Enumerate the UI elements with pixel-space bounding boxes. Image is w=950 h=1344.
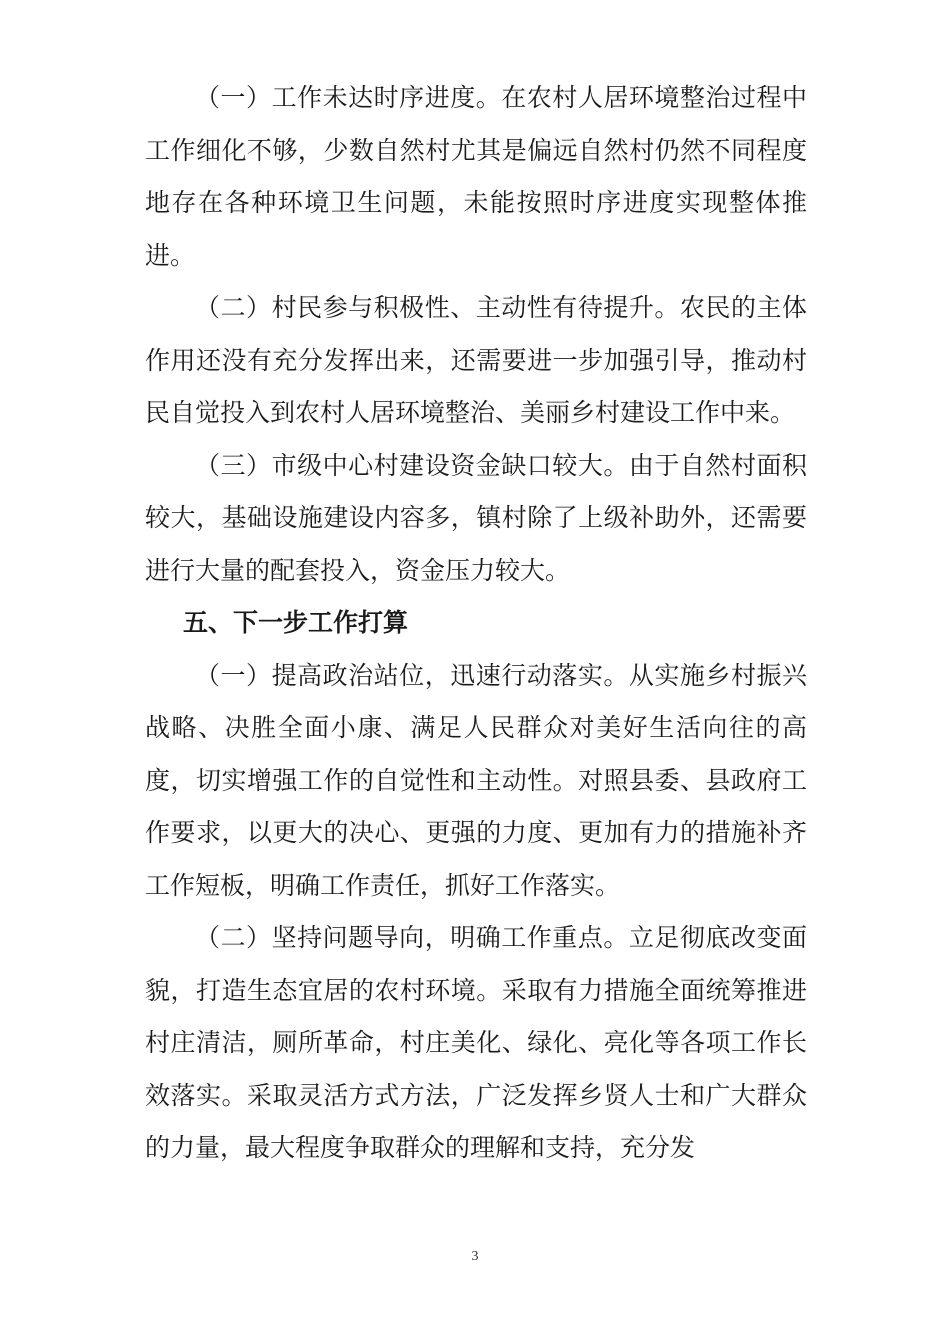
paragraph-problem-3: （三）市级中心村建设资金缺口较大。由于自然村面积较大，基础设施建设内容多，镇村除了上级补助外，还需要进行大量的配套投入，资金压力较大。 [145, 450, 807, 585]
paragraph-plan-2: （二）坚持问题导向，明确工作重点。立足彻底改变面貌，打造生态宜居的农村环境。采取有力措施全面统筹推进村庄清洁，厕所革命，村庄美化、绿化、亮化等各项工作长效落实。采取灵活方式方法，广泛发挥乡贤人士和广大群众的力量，最大程度争取群众的理解和支持，充分发 [145, 923, 807, 1162]
paragraph-plan-1: （一）提高政治站位，迅速行动落实。从实施乡村振兴战略、决胜全面小康、满足人民群众对美好生活向往的高度，切实增强工作的自觉性和主动性。对照县委、县政府工作要求，以更大的决心、更强的力度、更加有力的措施补齐工作短板，明确工作责任，抓好工作落实。 [145, 660, 807, 900]
document-body [145, 72, 807, 1175]
paragraph-problem-1: （一）工作未达时序进度。在农村人居环境整治过程中工作细化不够，少数自然村尤其是偏远自然村仍然不同程度地存在各种环境卫生问题，未能按照时序进度实现整体推进。 [145, 83, 807, 270]
page-number: 3 [471, 1249, 479, 1264]
paragraph-problem-2: （二）村民参与积极性、主动性有待提升。农民的主体作用还没有充分发挥出来，还需要进一步加强引导，推动村民自觉投入到农村人居环境整治、美丽乡村建设工作中来。 [145, 293, 807, 427]
section-heading: 五、下一步工作打算 [183, 608, 409, 637]
